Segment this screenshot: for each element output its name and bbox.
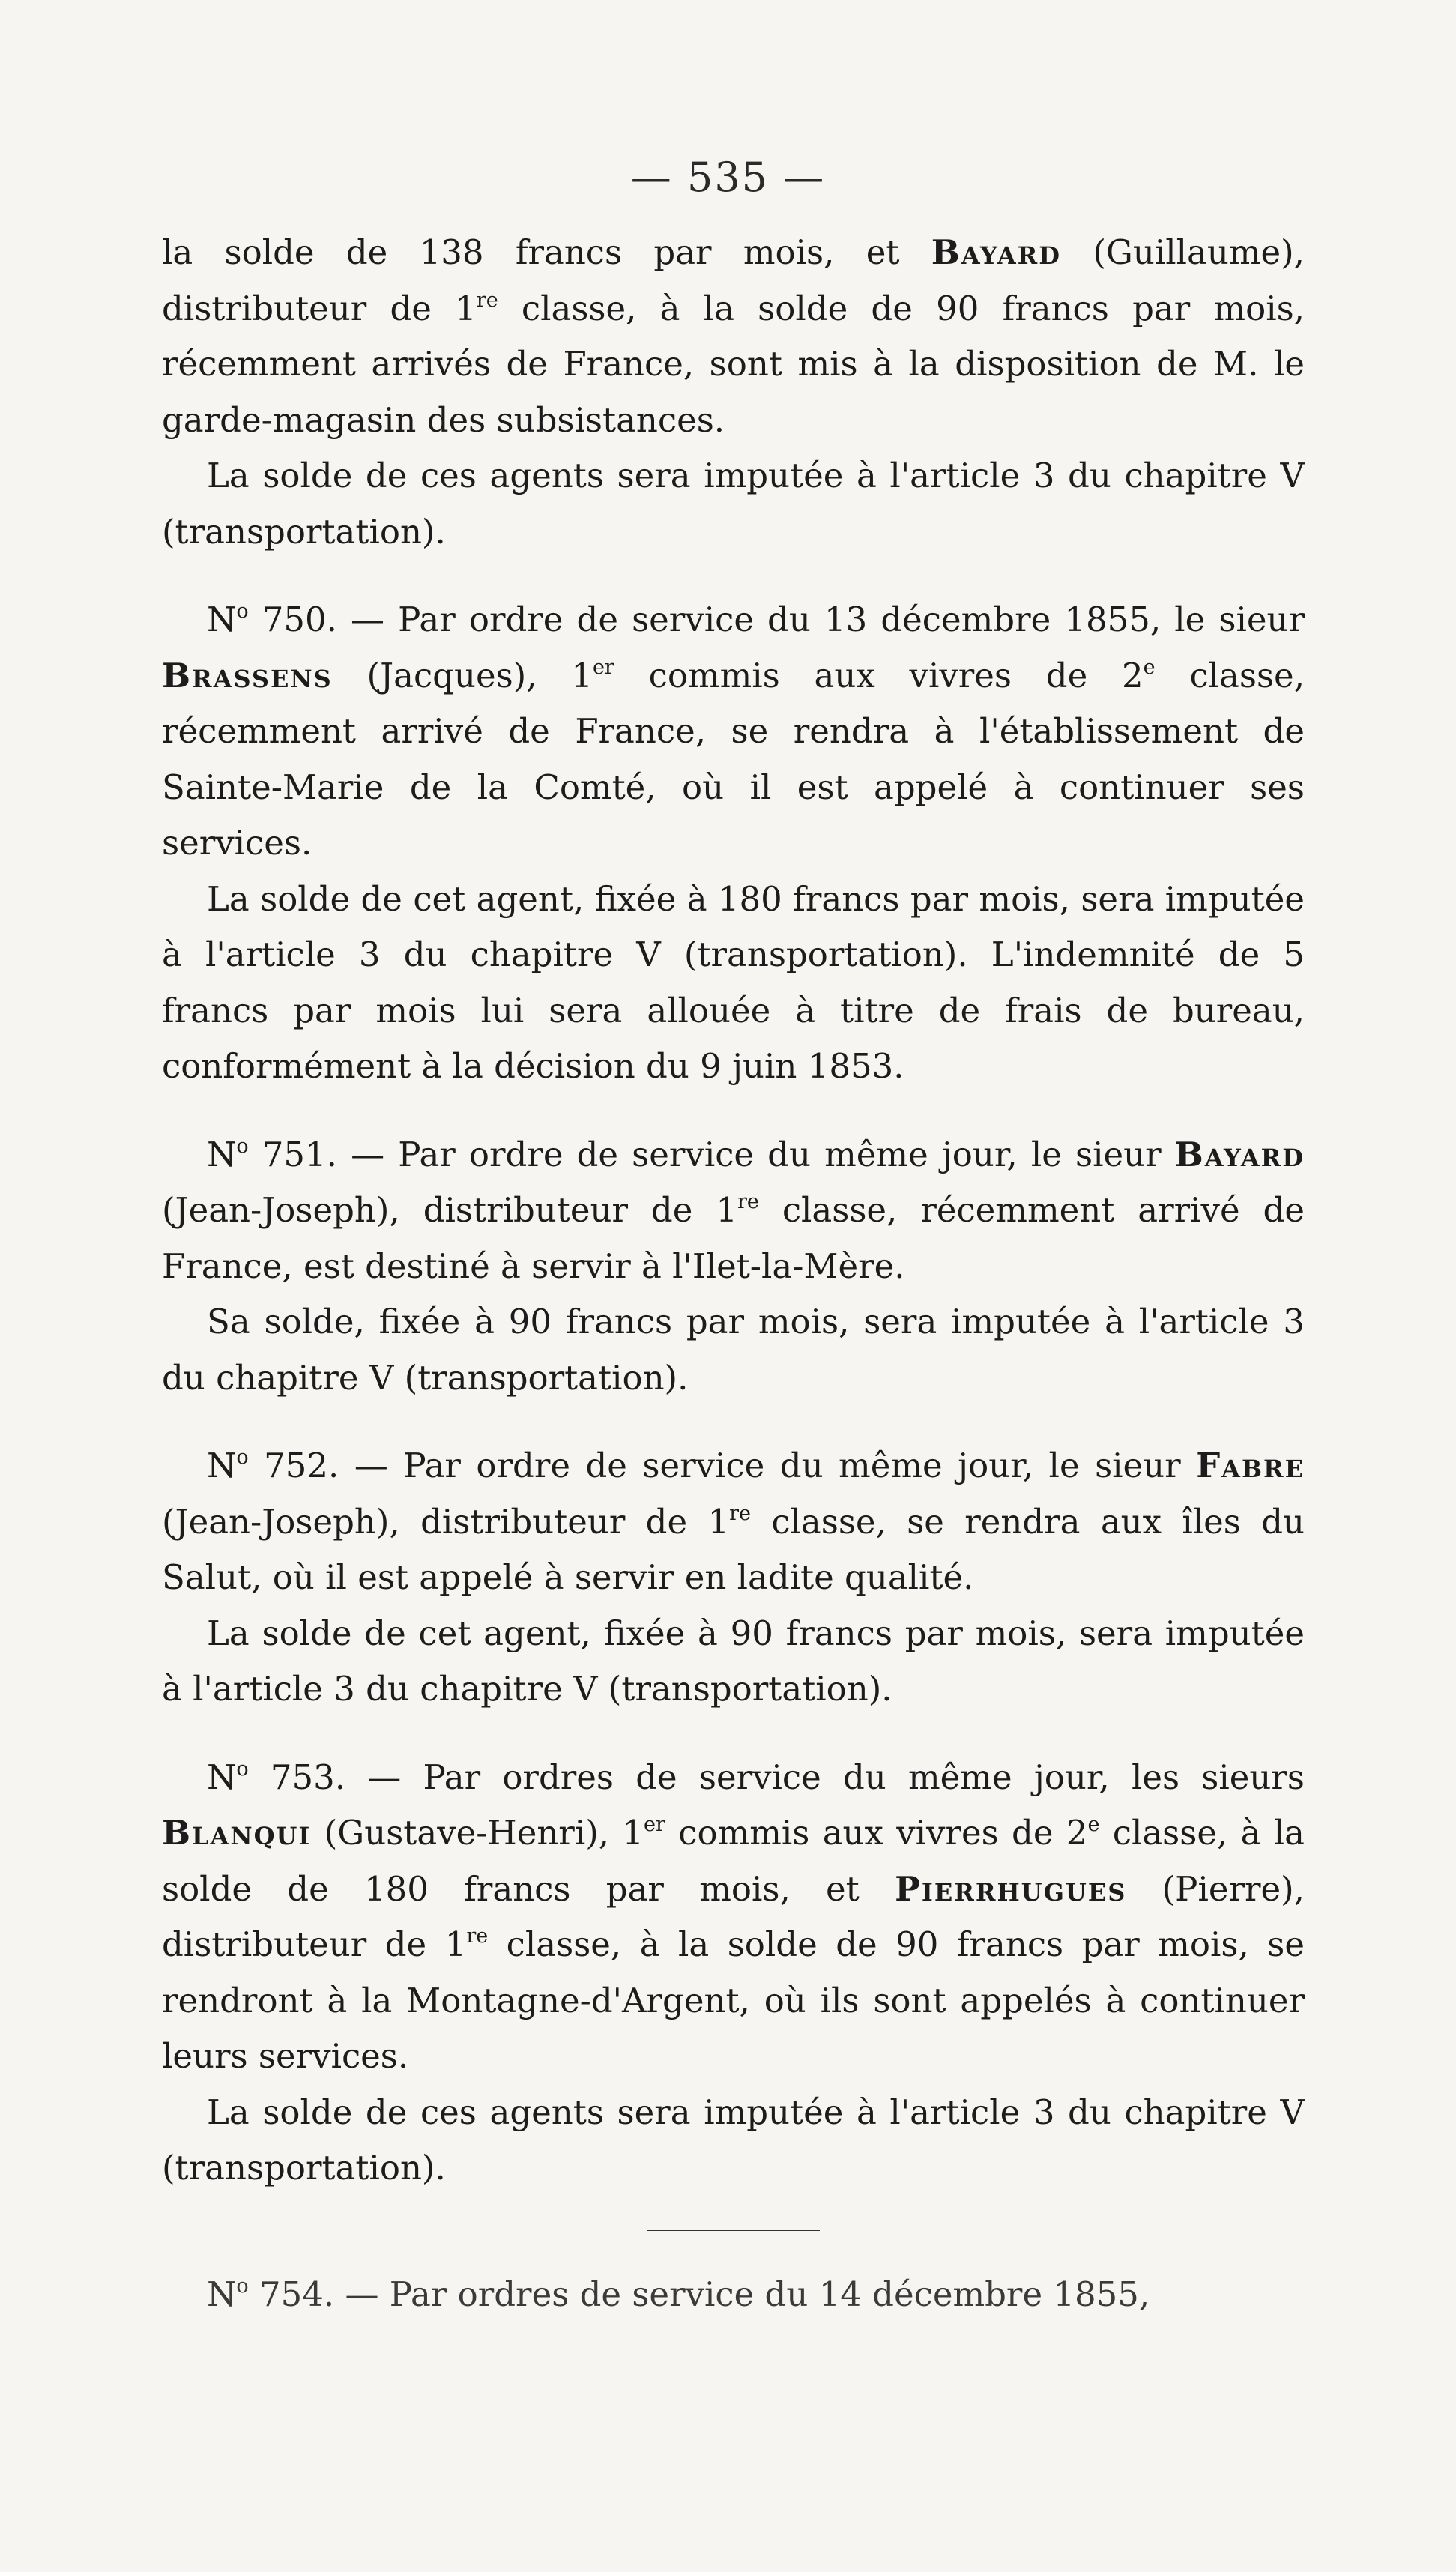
paragraph-entry-751: $N^o$ 751. — Par ordre de service du même jour, le sieur Bayard (Jean-Joseph), distributeur de 1re classe, récemment arrivé de France, est destiné à servir à l'Ilet-la-Mère. <box>162 1134 1305 1286</box>
paragraph: La solde de ces agents sera imputée à l'article 3 du chapitre V (transportation). <box>162 2092 1305 2188</box>
superscript: o <box>236 2274 249 2298</box>
paragraph: La solde de cet agent, fixée à 180 francs par mois, sera imputée à l'article 3 du chapitre V (transportation). L'indemnité de 5 francs par mois lui sera allouée à titre de frais de bureau, conformément à la décision du 9 juin 1853. <box>162 878 1305 1086</box>
superscript: er <box>644 1813 665 1836</box>
paragraph-entry-750: $N^o$ 750. — Par ordre de service du 13 décembre 1855, le sieur Brassens (Jacques), 1er commis aux vivres de 2e classe, récemment arrivé de France, se rendra à l'établissement de Sainte-Marie de la Comté, où il est appelé à continuer ses services. <box>162 600 1305 863</box>
superscript: o <box>236 1134 249 1158</box>
superscript: e <box>1087 1813 1100 1836</box>
page-number: — 535 — <box>630 154 826 201</box>
paragraph: La solde de ces agents sera imputée à l'article 3 du chapitre V (transportation). <box>162 456 1305 552</box>
person-surname: Blanqui <box>162 1813 312 1853</box>
section-divider <box>647 2230 820 2231</box>
superscript: re <box>476 288 498 312</box>
superscript: o <box>236 1446 249 1469</box>
superscript: re <box>466 1925 489 1948</box>
paragraph-entry-753: $N^o$ 753. — Par ordres de service du même jour, les sieurs Blanqui (Gustave-Henri), 1er commis aux vivres de 2e classe, à la solde de 180 francs par mois, et Pierrhugues (Pierre), distributeur de 1re classe, à la solde de 90 francs par mois, se rendront à la Montagne-d'Argent, où ils sont appelés à continuer leurs services. <box>162 1757 1305 2076</box>
paragraph: la solde de 138 francs par mois, et Bayard (Guillaume), distributeur de 1re classe, à la solde de 90 francs par mois, récemment arrivés de France, sont mis à la disposition de M. le garde-magasin des subsistances. <box>162 232 1305 440</box>
body-text <box>162 225 1305 2322</box>
superscript: e <box>1143 655 1156 679</box>
paragraph: Sa solde, fixée à 90 francs par mois, sera imputée à l'article 3 du chapitre V (transportation). <box>162 1302 1305 1398</box>
person-surname: Bayard <box>931 232 1062 272</box>
paragraph: La solde de cet agent, fixée à 90 francs par mois, sera imputée à l'article 3 du chapitre V (transportation). <box>162 1613 1305 1709</box>
superscript: re <box>729 1501 751 1525</box>
superscript: er <box>592 655 614 679</box>
superscript: o <box>236 600 249 623</box>
person-surname: Pierrhugues <box>895 1868 1127 1909</box>
paragraph-entry-752: $N^o$ 752. — Par ordre de service du même jour, le sieur Fabre (Jean-Joseph), distributeur de 1re classe, se rendra aux îles du Salut, où il est appelé à servir en ladite qualité. <box>162 1446 1305 1597</box>
superscript: re <box>737 1190 759 1213</box>
superscript: o <box>236 1757 249 1781</box>
person-surname: Fabre <box>1196 1446 1305 1485</box>
person-surname: Brassens <box>162 655 333 695</box>
person-surname: Bayard <box>1174 1134 1305 1174</box>
paragraph-entry-754: $N^o$ 754. — Par ordres de service du 14 décembre 1855, <box>207 2274 1150 2314</box>
